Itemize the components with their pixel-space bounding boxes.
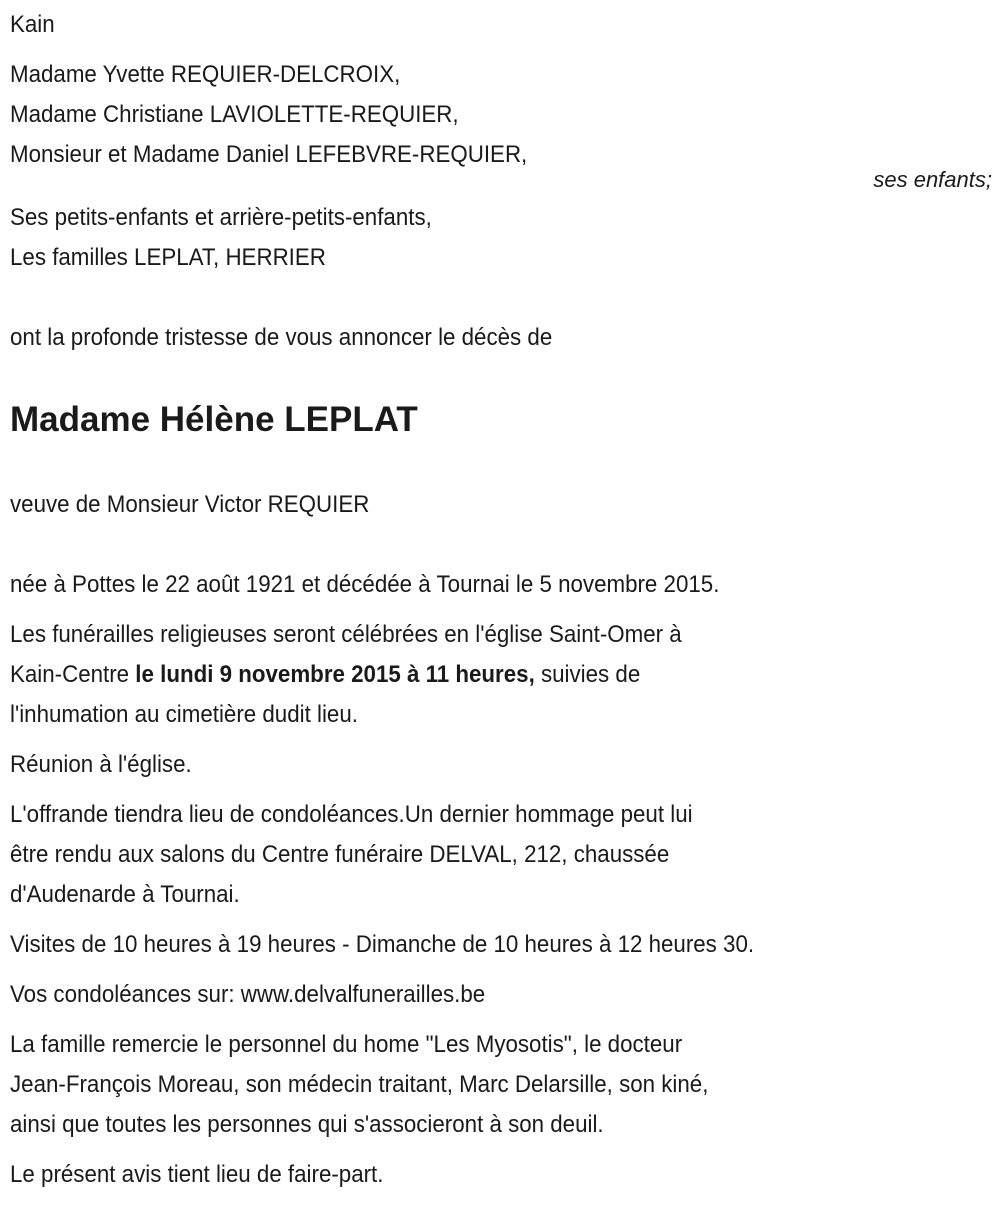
thanks-line: Jean-François Moreau, son médecin traitant, Marc Delarsille, son kiné, — [10, 1071, 709, 1098]
funeral-followup: suivies de — [534, 661, 641, 688]
offering-line: d'Audenarde à Tournai. — [10, 881, 240, 908]
thanks-line: ainsi que toutes les personnes qui s'associeront à son deuil. — [10, 1111, 604, 1138]
funeral-line — [10, 655, 640, 695]
offering-line: être rendu aux salons du Centre funéraire DELVAL, 212, chaussée — [10, 841, 670, 868]
deceased-name: Madame Hélène LEPLAT — [10, 400, 418, 439]
condolences: Vos condoléances sur: www.delvalfunerailles.be — [10, 981, 486, 1008]
offering-line: L'offrande tiendra lieu de condoléances.Un dernier hommage peut lui — [10, 801, 693, 828]
relatives: Les familles LEPLAT, HERRIER — [10, 244, 326, 271]
child-name: Madame Yvette REQUIER-DELCROIX, — [10, 61, 401, 88]
relatives: Ses petits-enfants et arrière-petits-enfants, — [10, 204, 432, 231]
funeral-line: Les funérailles religieuses seront célébrées en l'église Saint-Omer à — [10, 621, 682, 648]
meeting: Réunion à l'église. — [10, 751, 192, 778]
funeral-place: Kain-Centre — [10, 661, 136, 688]
child-name: Madame Christiane LAVIOLETTE-REQUIER, — [10, 101, 459, 128]
children-role: ses enfants; — [873, 167, 992, 192]
birth-death: née à Pottes le 22 août 1921 et décédée à Tournai le 5 novembre 2015. — [10, 571, 720, 598]
child-name: Monsieur et Madame Daniel LEFEBVRE-REQUIER, — [10, 141, 528, 168]
visits: Visites de 10 heures à 19 heures - Dimanche de 10 heures à 12 heures 30. — [10, 931, 755, 958]
announcement: ont la profonde tristesse de vous annoncer le décès de — [10, 324, 553, 351]
funeral-line: l'inhumation au cimetière dudit lieu. — [10, 701, 358, 728]
location: Kain — [10, 11, 55, 38]
thanks-line: La famille remercie le personnel du home "Les Myosotis", le docteur — [10, 1031, 683, 1058]
widow-of: veuve de Monsieur Victor REQUIER — [10, 491, 370, 518]
closing: Le présent avis tient lieu de faire-part. — [10, 1161, 384, 1188]
funeral-date: le lundi 9 novembre 2015 à 11 heures, — [135, 661, 535, 688]
